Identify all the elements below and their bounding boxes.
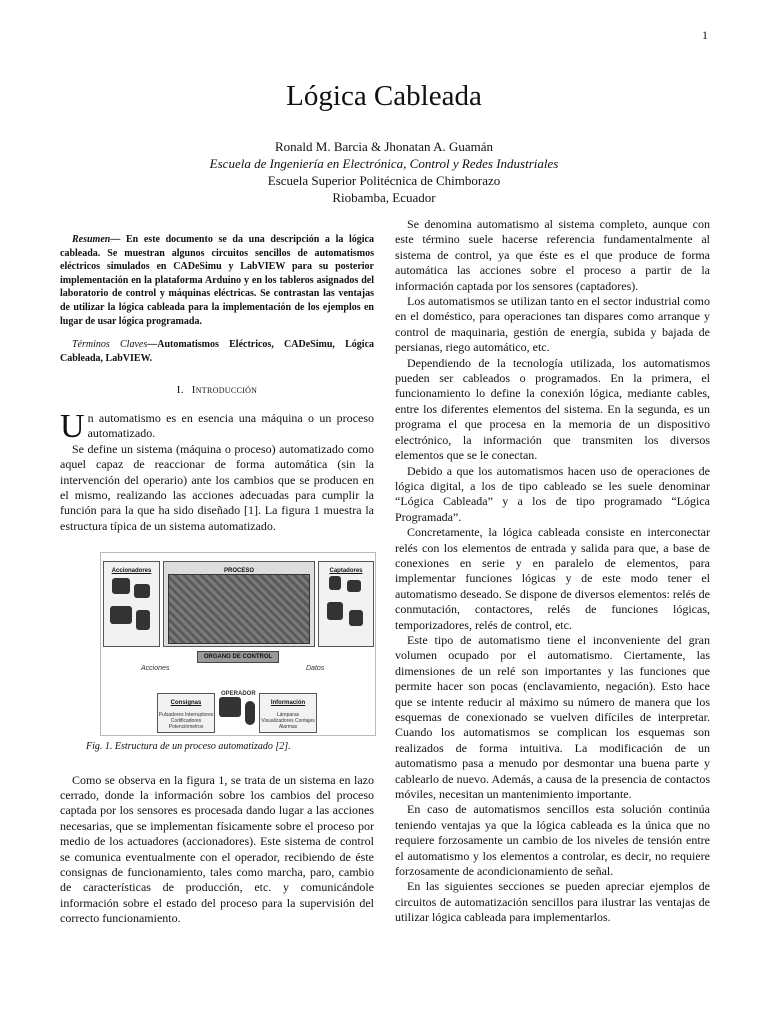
paper-title: Lógica Cableada — [286, 80, 482, 112]
paragraph: En caso de automatismos sencillos esta solución continúa teniendo ventajas ya que la lógica cableada es la única que no requiere forzosamente un cambio de los niveles de tensión entre el automatismo y los elementos a controlar, es decir, no requiere forzosamente de acondicionamiento de señal. — [395, 802, 710, 879]
valve-icon — [134, 584, 150, 598]
section-heading — [60, 383, 374, 398]
data-label: Datos — [306, 665, 325, 673]
setpoints-box — [157, 693, 215, 733]
author-block — [0, 138, 768, 206]
intro-first-paragraph — [60, 407, 374, 445]
motor-icon — [112, 578, 130, 594]
keywords — [60, 338, 374, 365]
affiliation-school: Escuela de Ingeniería en Electrónica, Control y Redes Industriales — [209, 156, 559, 171]
paragraph: Concretamente, la lógica cableada consiste en interconectar relés con los elementos de entrada y salida para que, a base de conexiones en serie y en paralelo de elementos, para implementar funciones lógicas y de este modo tener el automatismo deseado. Se dispone de diversos elementos: relés de conmutación, contactores, relés de funciones lógicas, temporizadores, relés de control, etc. — [395, 525, 710, 632]
sensor-icon — [329, 576, 341, 590]
operator-label: OPERADOR — [221, 691, 256, 698]
process-structure-diagram — [100, 552, 376, 736]
left-column — [60, 217, 374, 927]
authors: Ronald M. Barcia & Jhonatan A. Guamán — [274, 139, 494, 154]
affiliation-location: Riobamba, Ecuador — [332, 190, 436, 205]
right-column — [395, 217, 710, 926]
sensors-label: Captadores — [329, 568, 363, 575]
control-unit-label: ORGANO DE CONTROL — [197, 651, 279, 663]
sensor-icon — [327, 602, 343, 620]
sensor-icon — [349, 610, 363, 626]
figure-discussion-paragraph: Como se observa en la figura 1, se trata de un sistema en lazo cerrado, donde la información sobre los cambios del proceso captada por los sensores es procesada dando lugar a las acciones necesarias, que se implementan físicamente sobre el proceso por medio de los actuadores (accionadores). Este sistema de control se comunica eventualmente con el operador, recibiendo de éste consignas de funcionamiento, tales como marcha, paro, cambio de características de producción, etc. y comunicándole información sobre el estado del proceso para la supervisión del correcto funcionamiento. — [60, 772, 374, 926]
figure-caption: Fig. 1. Estructura de un proceso automatizado [2]. — [86, 741, 291, 753]
keywords-text: —Automatismos Eléctricos, CADeSimu, Lógica Cableada, LabVIEW. — [60, 339, 375, 364]
section-number: I. — [176, 384, 184, 397]
paragraph: Se denomina automatismo al sistema completo, aunque con este término suele hacerse referencia fundamentalmente al sistema de control, ya que éste es el que produce de forma automática las acciones sobre el proceso a partir de la información captada por los sensores (captadores). — [395, 217, 710, 293]
figure-1 — [60, 552, 374, 754]
actuators-box — [103, 561, 160, 647]
section-title: Introducción — [191, 384, 258, 397]
actuators-label: Accionadores — [111, 568, 152, 575]
process-box — [163, 561, 315, 647]
industrial-plant-image — [168, 574, 310, 644]
abstract-text: — En este documento se da una descripción a la lógica cableada. Se muestran algunos circuitos sencillos de automatismos eléctricos simulados en CADeSimu y LabVIEW para su posterior implementación en la plataforma Arduino y en los tableros asignados del laboratorio de control y máquinas eléctricas. Se contrastan las ventajas de utilizar la lógica cableada para la implementación de los ejemplos en lugar de usar lógica programada. — [60, 234, 374, 327]
paragraph: En las siguientes secciones se pueden apreciar ejemplos de circuitos de automatización sencillos para ilustrar las ventajas de utilizar lógica cableada para implementarlos. — [395, 879, 710, 925]
abstract-label: Resumen — [72, 234, 111, 245]
paragraph: Este tipo de automatismo tiene el inconveniente del gran volumen ocupado por el automatismo. Ciertamente, las dimensiones de un relé son importantes y las funciones que permite hacer son pocas (enclavamiento, negación). Esto hace que se intente reducir al máximo su número de manera que los esquemas de conexionado se vuelven difíciles de interpretar. Cuando los automatismos se complican los esquemas son realizados de forma intuitiva. La modificación de un automatismo pasa a menudo por desmontar una buena parte y cablearlo de nuevo. Además, a causa de la presencia de contactos móviles, necesitan un mantenimiento importante. — [395, 632, 710, 802]
paragraph: Debido a que los automatismos hacen uso de operaciones de lógica digital, a los de tipo cableado se les suele denominar “Lógica Cableada” y a los de tipo programado “Lógica Programada”. — [395, 463, 710, 524]
computer-icon — [219, 697, 241, 717]
sensor-icon — [347, 580, 361, 592]
motor-icon — [110, 606, 132, 624]
abstract — [60, 233, 374, 328]
actuator-icon — [136, 610, 150, 630]
information-list: Lámparas Visualizadores Contajes Alarmas — [261, 711, 315, 730]
information-box — [259, 693, 317, 733]
operator-icon — [245, 701, 255, 725]
intro-first-text: n automatismo es en esencia una máquina o un proceso automatizado. — [87, 410, 374, 441]
process-label: PROCESO — [223, 568, 254, 575]
information-label: Información — [270, 700, 306, 707]
dropcap-letter: U — [60, 407, 85, 445]
intro-second-paragraph: Se define un sistema (máquina o proceso) automatizado como aquel capaz de reaccionar de forma automática (sin la intervención del operario) ante los cambios que se producen en el mismo, realizando las acciones adecuadas para cumplir la función para la que ha sido diseñado [1]. La figura 1 muestra la estructura típica de un sistema automatizado. — [60, 441, 374, 533]
affiliation-university: Escuela Superior Politécnica de Chimborazo — [267, 173, 501, 188]
actions-label: Acciones — [141, 665, 170, 673]
paragraph: Los automatismos se utilizan tanto en el sector industrial como en el doméstico, para operaciones tan dispares como arranque y control de maquinaria, gestión de energía, subida y bajada de persianas, riego automático, etc. — [395, 294, 710, 355]
keywords-label: Términos Claves — [72, 339, 148, 351]
setpoints-label: Consignas — [170, 700, 202, 707]
paragraph: Dependiendo de la tecnología utilizada, los automatismos pueden ser cableados o programados. En la primera, el funcionamiento lo define la conexión lógica, mediante cables, entre los diferentes elementos del sistema. En la segunda, es un programa el que procesa en la memoria de un dispositivo electrónico, la información que transmiten los diversos elementos que se le conectan. — [395, 355, 710, 463]
setpoints-list: Pulsadores Interruptores Codificadores Potenciómetros — [158, 711, 214, 730]
page-number: 1 — [702, 28, 708, 42]
sensors-box — [318, 561, 374, 647]
